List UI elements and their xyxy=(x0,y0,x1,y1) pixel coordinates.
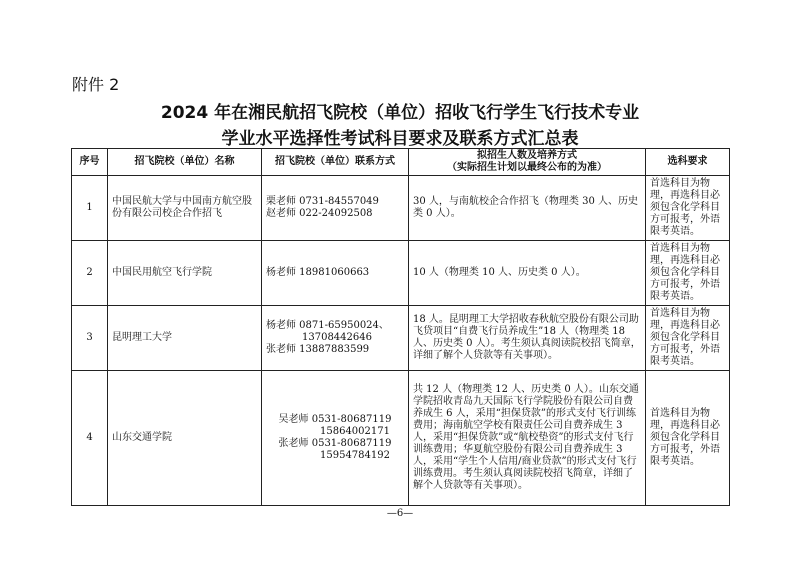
header-no: 序号 xyxy=(72,149,108,176)
contact-line: 15954784192 xyxy=(320,450,390,461)
contact-line: 吴老师 0531-80687119 xyxy=(278,414,392,425)
summary-table xyxy=(71,148,730,506)
attachment-label: 附件 2 xyxy=(72,75,120,94)
enrollment-plan: 共 12 人（物理类 12 人、历史类 0 人）。山东交通学院招收青岛九天国际飞行学院股份有限公司自费养成生 6 人，采用“担保贷款”的形式支付飞行训练费用；海南航空学校有限责任公司自费养成生 3 人，采用“担保贷款”或“航校垫资”的形式支付飞行训练费用；华夏航空股份有限公司自费养成生 3 人，采用“学生个人信用/商业贷款”的形式支付飞行训练费用。考生须认真阅读院校招飞简章，详细了解个人贷款等有关事项）。 xyxy=(409,371,646,506)
subject-requirement: 首选科目为物理，再选科目必须包含化学科目方可报考，外语限考英语。 xyxy=(646,241,730,306)
school-name: 中国民航大学与中国南方航空股份有限公司校企合作招飞 xyxy=(108,176,262,241)
row-number: 4 xyxy=(72,371,108,506)
header-plan xyxy=(409,149,646,176)
table-row xyxy=(72,371,730,506)
contact-line: 栗老师 0731-84557049 xyxy=(266,196,379,207)
header-contact: 招飞院校（单位）联系方式 xyxy=(262,149,409,176)
table-row xyxy=(72,241,730,306)
header-plan-line1: 拟招生人数及培养方式 xyxy=(477,150,577,161)
document-title-line1: 2024 年在湘民航招飞院校（单位）招收飞行学生飞行技术专业 xyxy=(160,103,640,123)
enrollment-plan: 18 人。昆明理工大学招收春秋航空股份有限公司助飞贷项目“自费飞行员养成生”18 人（物理类 18 人、历史类 0 人）。考生须认真阅读院校招飞简章，详细了解个人贷款等有关事项）。 xyxy=(409,306,646,371)
enrollment-plan: 10 人（物理类 10 人、历史类 0 人）。 xyxy=(409,241,646,306)
contact-line: 13708442646 xyxy=(302,332,372,343)
row-number: 1 xyxy=(72,176,108,241)
document-title-line2: 学业水平选择性考试科目要求及联系方式汇总表 xyxy=(221,129,579,149)
enrollment-plan: 30 人，与南航校企合作招飞（物理类 30 人、历史类 0 人）。 xyxy=(409,176,646,241)
table-row xyxy=(72,176,730,241)
header-requirement: 选科要求 xyxy=(646,149,730,176)
school-name: 中国民用航空飞行学院 xyxy=(108,241,262,306)
header-school: 招飞院校（单位）名称 xyxy=(108,149,262,176)
contact-cell xyxy=(262,306,409,371)
school-name: 昆明理工大学 xyxy=(108,306,262,371)
contact-line: 张老师 13887883599 xyxy=(266,344,370,355)
contact-cell xyxy=(262,241,409,306)
table-row xyxy=(72,306,730,371)
row-number: 3 xyxy=(72,306,108,371)
contact-cell xyxy=(262,176,409,241)
subject-requirement: 首选科目为物理，再选科目必须包含化学科目方可报考，外语限考英语。 xyxy=(646,306,730,371)
contact-line: 杨老师 0871-65950024、 xyxy=(266,320,389,331)
contact-line: 杨老师 18981060663 xyxy=(266,267,370,278)
row-number: 2 xyxy=(72,241,108,306)
header-plan-line2: （实际招生计划以最终公布的为准） xyxy=(447,162,607,173)
contact-line: 张老师 0531-80687119 xyxy=(278,438,392,449)
contact-line: 赵老师 022-24092508 xyxy=(266,208,373,219)
subject-requirement: 首选科目为物理，再选科目必须包含化学科目方可报考，外语限考英语。 xyxy=(646,371,730,506)
school-name: 山东交通学院 xyxy=(108,371,262,506)
contact-cell xyxy=(262,371,409,506)
table-header-row xyxy=(72,149,730,176)
page-number: —6— xyxy=(386,508,414,519)
contact-line: 15864002171 xyxy=(320,426,390,437)
subject-requirement: 首选科目为物理，再选科目必须包含化学科目方可报考，外语限考英语。 xyxy=(646,176,730,241)
